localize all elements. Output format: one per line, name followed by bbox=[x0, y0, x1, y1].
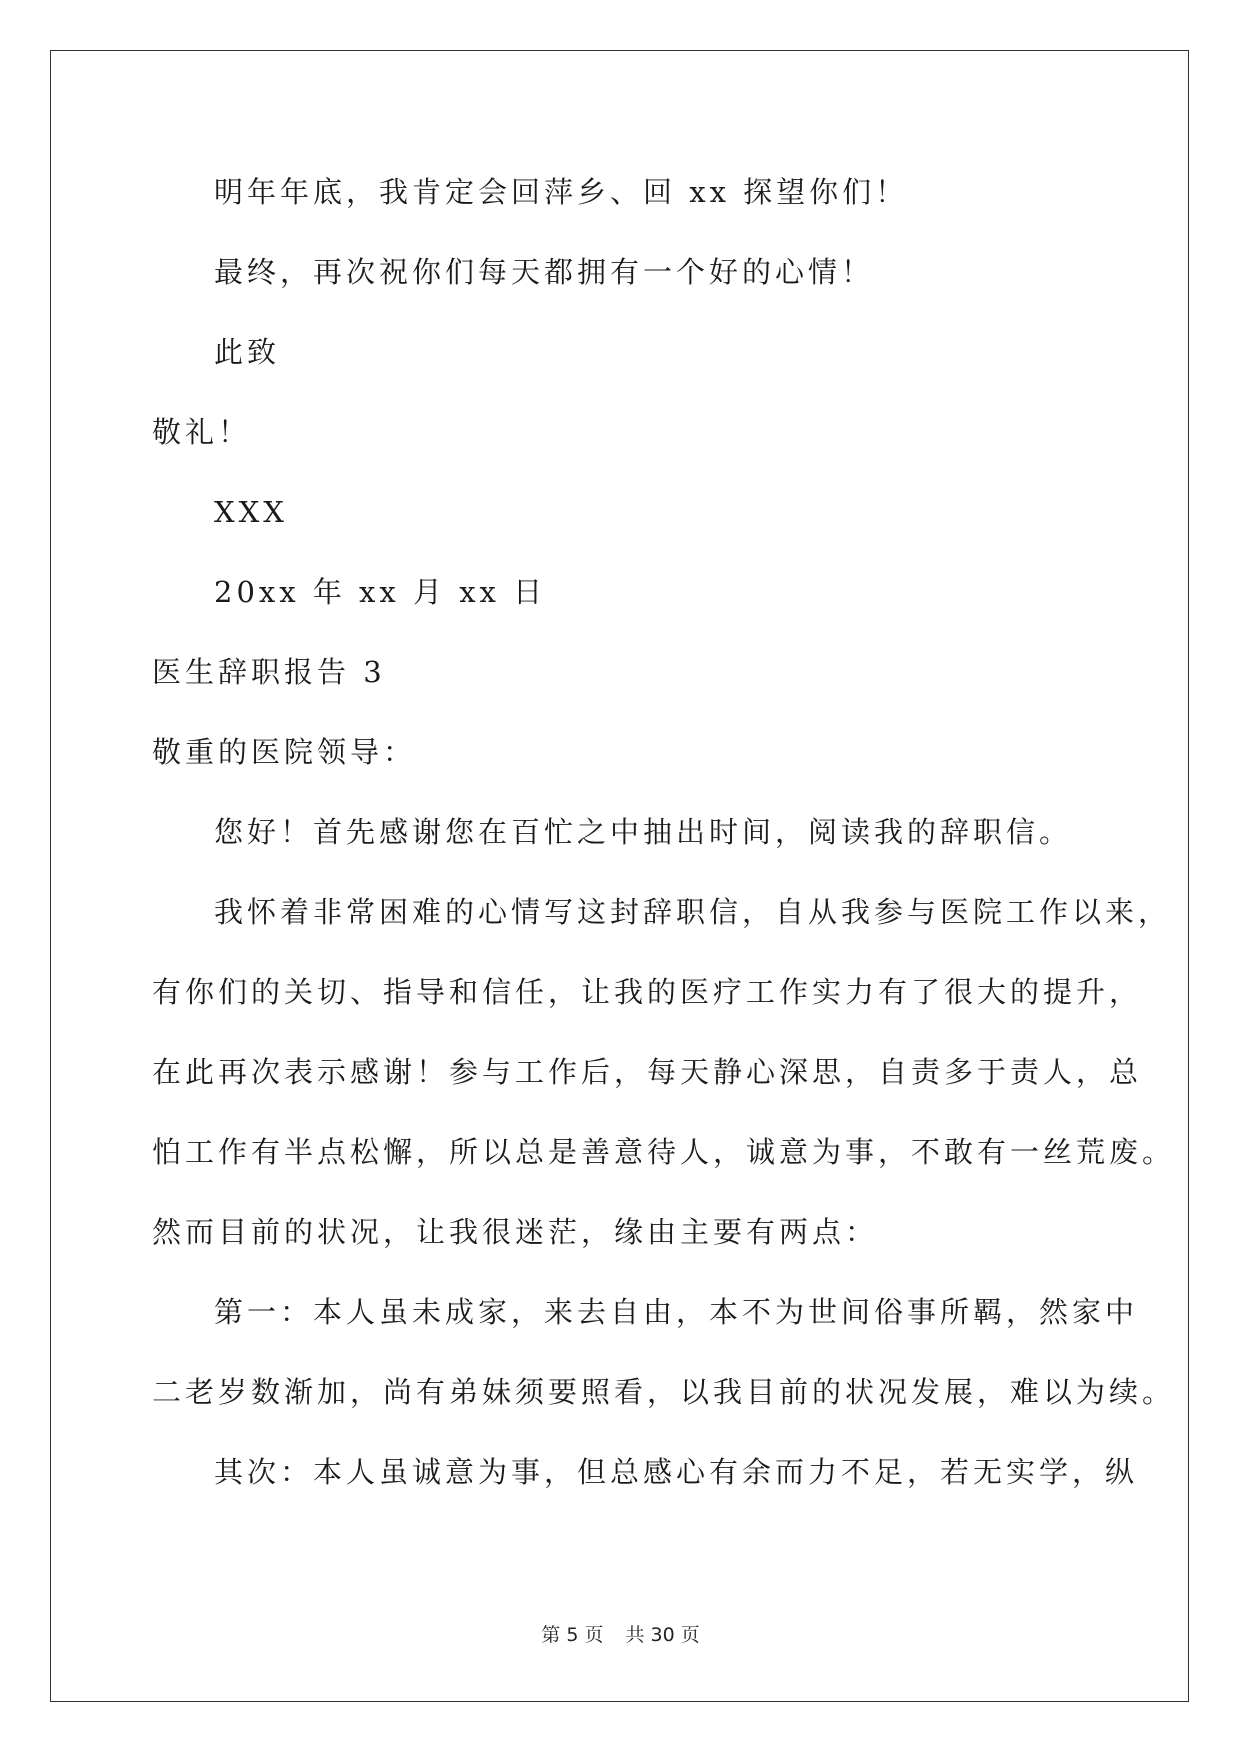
paragraph-line: 怕工作有半点松懈，所以总是善意待人，诚意为事，不敢有一丝荒废。 bbox=[152, 1135, 1176, 1169]
paragraph-line: 最终，再次祝你们每天都拥有一个好的心情！ bbox=[214, 255, 875, 289]
salutation-line: 敬礼！ bbox=[152, 415, 252, 449]
section-title: 医生辞职报告 3 bbox=[152, 655, 386, 689]
paragraph-line: 第一：本人虽未成家，来去自由，本不为世间俗事所羁，然家中 bbox=[214, 1295, 1139, 1329]
paragraph-line: 然而目前的状况，让我很迷茫，缘由主要有两点： bbox=[152, 1215, 879, 1249]
signature-name: XXX bbox=[214, 495, 288, 529]
salutation-line: 此致 bbox=[214, 335, 281, 369]
paragraph-line: 二老岁数渐加，尚有弟妹须要照看，以我目前的状况发展，难以为续。 bbox=[152, 1375, 1176, 1409]
paragraph-line: 明年年底，我肯定会回萍乡、回 xx 探望你们！ bbox=[214, 175, 909, 209]
paragraph-line: 其次：本人虽诚意为事，但总感心有余而力不足，若无实学，纵 bbox=[214, 1455, 1139, 1489]
paragraph-line: 有你们的关切、指导和信任，让我的医疗工作实力有了很大的提升， bbox=[152, 975, 1143, 1009]
page-footer bbox=[0, 1620, 1241, 1647]
paragraph-line: 在此再次表示感谢！参与工作后，每天静心深思，自责多于责人，总 bbox=[152, 1055, 1143, 1089]
paragraph-line: 我怀着非常困难的心情写这封辞职信，自从我参与医院工作以来， bbox=[214, 895, 1172, 929]
paragraph-line: 您好！首先感谢您在百忙之中抽出时间，阅读我的辞职信。 bbox=[214, 815, 1073, 849]
page-total: 共 30 页 bbox=[625, 1624, 700, 1646]
page-number: 第 5 页 bbox=[541, 1624, 604, 1646]
signature-date: 20xx 年 xx 月 xx 日 bbox=[214, 575, 547, 609]
greeting-line: 敬重的医院领导： bbox=[152, 735, 417, 769]
